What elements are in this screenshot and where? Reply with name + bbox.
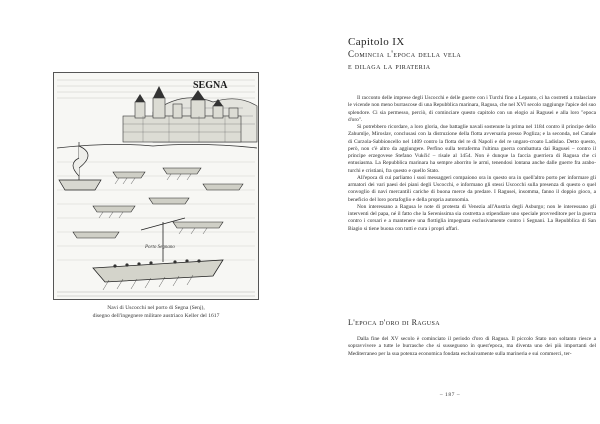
paragraph: All'epoca di cui parliamo i suoi messaggeri compaiono ora in questo ora in quell'altro porto per informare gli armatori dei vari paesi dei piani degli Uscocchi, e informano gli stessi Uscocchi sulla presenza di questo o quel convoglio di navi mercantili cariche di buona merce da predare. I Ragusei, insomma, fanno il doppio gioco, a beneficio del loro portafoglio e della propria autonomia. — [348, 174, 596, 203]
illustration-caption — [40, 305, 272, 320]
chapter-body — [348, 95, 596, 233]
chapter-title-line: Comincia l'epoca della vela — [348, 49, 462, 59]
chapter-heading — [348, 36, 588, 72]
page-number: – 187 – — [439, 392, 461, 398]
chapter-title-line: e dilaga la pirateria — [348, 60, 431, 71]
engraving-town-label: SEGNA — [193, 80, 228, 91]
section-title: L'epoca d'oro di Ragusa — [348, 318, 440, 327]
paragraph: Il racconto delle imprese degli Uscocchi e delle guerre con i Turchi fino a Lepanto, ci ha costretti a tralasciare le vicende non meno burrascose di una Repubblica marinara, Ragusa, che nel XVI secolo raggiunge l'apice del suo splendore. Ci sia permesso, perciò, di cominciare questo capitolo con un elogio ai Ragusei e alla loro "epoca d'oro". — [348, 95, 596, 123]
right-page — [300, 0, 600, 424]
paragraph: Dalla fine del XV secolo è cominciato il periodo d'oro di Ragusa. Il piccolo Stato non soltanto riesce a sopravvivere a tutte le burrasche che si susseguono in quest'epoca, ma diventa uno dei più importanti del Mediterraneo per la sua potenza economica fondata esclusivamente sulla marineria e sui commerci, ter- — [348, 336, 596, 357]
engraving-illustration — [53, 72, 259, 300]
paragraph: Si potrebbero ricordare, a loro gloria, due battaglie navali sostenute la prima nel 1184 contro il principe dello Zahumlje, Miroslav, conclusasi con la distruzione della flotta avversaria presso Pogliza; e la seconda, nel Canale di Curzola-Sabbioncello nel 1409 contro la flotta del re di Napoli e del re ungaro-croato Ladislao. Detto questo, però, non c'è altro da aggiungere. Perfino sulla terraferma l'ultima guerra combattuta dai Ragusei – contro il principe erzegovese Stefano Vukčić – risale al 1454. Non è dunque la faccia guerriera di Ragusa che ci entusiasma. La Repubblica marinara ha sempre aborrito le armi, tenendosi lontana anche dalle guerre fra arabo-turchi e cristiani, fra questo e quello Stato. — [348, 124, 596, 174]
section-body — [348, 336, 596, 358]
engraving-water-label: Porto Segnano — [145, 245, 175, 250]
caption-line: Navi di Uscocchi nel porto di Segna (Senj), — [107, 305, 205, 311]
paragraph: Non interessano a Ragusa le note di protesta di Venezia all'Austria degli Asburgo; non le interessano gli interventi del papa, né il fatto che la Serenissima sia costretta a stipendiare uno speciale provveditore per la guerra contro i corsari e a mantenere una flottiglia impegnata esclusivamente contro i Segnani. La Repubblica di San Biagio si tiene buona con tutti e cura i propri affari. — [348, 203, 596, 232]
chapter-number: Capitolo IX — [348, 36, 405, 48]
caption-line: disegno dell'ingegnere militare austriaco Keller del 1617 — [92, 312, 220, 319]
